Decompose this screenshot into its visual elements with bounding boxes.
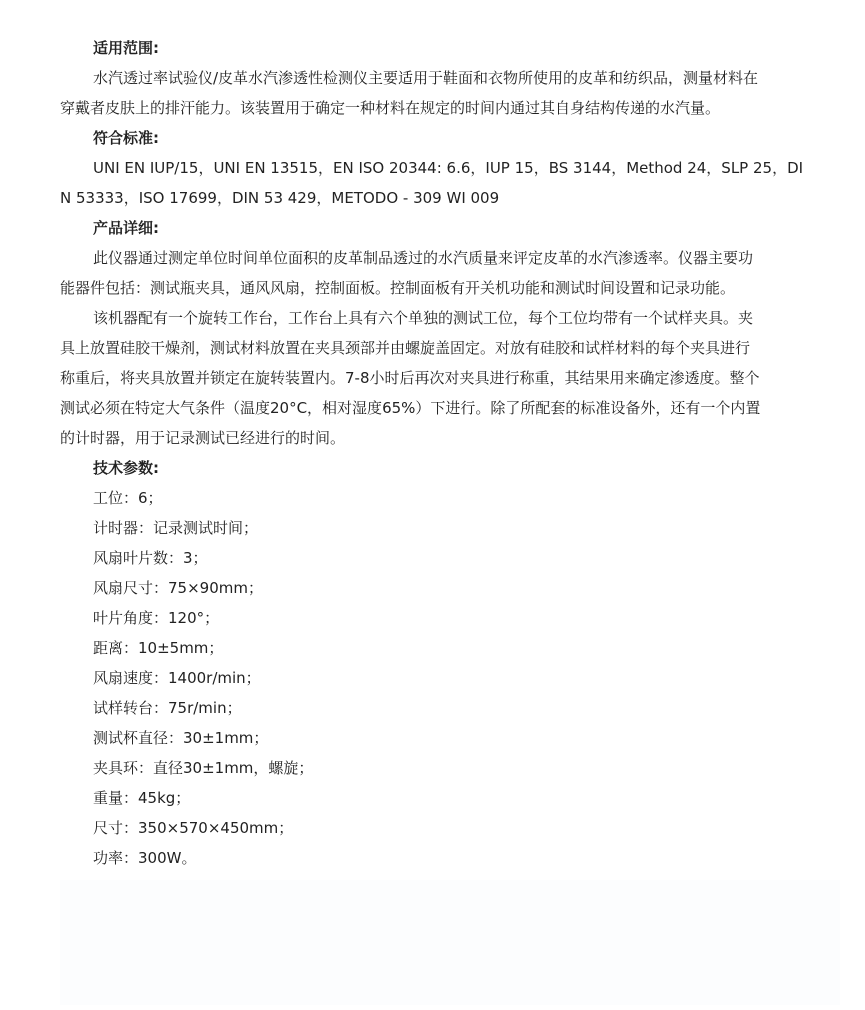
spec-item-fan-blades: 风扇叶片数：3； bbox=[93, 549, 208, 567]
spec-item-timer: 计时器：记录测试时间； bbox=[93, 519, 259, 537]
spec-item-clamp-ring: 夹具环：直径30±1mm，螺旋； bbox=[93, 759, 314, 777]
details-para1-line-2: 能器件包括：测试瓶夹具，通风风扇，控制面板。控制面板有开关机功能和测试时间设置和记录功能。 bbox=[60, 279, 736, 297]
scope-line-2: 穿戴者皮肤上的排汗能力。该装置用于确定一种材料在规定的时间内通过其自身结构传递的水汽量。 bbox=[60, 99, 721, 117]
spec-item-power: 功率：300W。 bbox=[93, 849, 197, 867]
spec-item-blade-angle: 叶片角度：120°； bbox=[93, 609, 220, 627]
spec-item-distance: 距离：10±5mm； bbox=[93, 639, 224, 657]
document-body bbox=[60, 33, 840, 873]
details-heading: 产品详细: bbox=[93, 219, 159, 237]
details-para2-line-1: 该机器配有一个旋转工作台，工作台上具有六个单独的测试工位，每个工位均带有一个试样夹具。夹 bbox=[93, 309, 754, 327]
standards-line-1: UNI EN IUP/15，UNI EN 13515，EN ISO 20344: 6.6，IUP 15，BS 3144，Method 24，SLP 25，DI bbox=[93, 159, 804, 177]
standards-line-2: N 53333，ISO 17699，DIN 53 429，METODO - 309 WI 009 bbox=[60, 189, 500, 207]
spec-item-turntable: 试样转台：75r/min； bbox=[93, 699, 242, 717]
scope-line-1: 水汽透过率试验仪/皮革水汽渗透性检测仪主要适用于鞋面和衣物所使用的皮革和纺织品，测量材料在 bbox=[93, 69, 759, 87]
scope-heading: 适用范围: bbox=[93, 39, 159, 57]
spec-item-dimensions: 尺寸：350×570×450mm； bbox=[93, 819, 294, 837]
spec-item-cup-diameter: 测试杯直径：30±1mm； bbox=[93, 729, 269, 747]
specs-heading: 技术参数: bbox=[93, 459, 159, 477]
spec-item-stations: 工位：6； bbox=[93, 489, 163, 507]
spec-item-weight: 重量：45kg； bbox=[93, 789, 191, 807]
standards-heading: 符合标准: bbox=[93, 129, 159, 147]
spec-item-fan-size: 风扇尺寸：75×90mm； bbox=[93, 579, 263, 597]
details-para2-line-5: 的计时器，用于记录测试已经进行的时间。 bbox=[60, 429, 346, 447]
details-para2-line-4: 测试必须在特定大气条件（温度20°C，相对湿度65%）下进行。除了所配套的标准设备外，还有一个内置 bbox=[60, 399, 761, 417]
blank-area bbox=[60, 880, 840, 1005]
details-para2-line-3: 称重后，将夹具放置并锁定在旋转装置内。7-8小时后再次对夹具进行称重，其结果用来确定渗透度。整个 bbox=[60, 369, 760, 387]
details-para2-line-2: 具上放置硅胶干燥剂，测试材料放置在夹具颈部并由螺旋盖固定。对放有硅胶和试样材料的每个夹具进行 bbox=[60, 339, 751, 357]
details-para1-line-1: 此仪器通过测定单位时间单位面积的皮革制品透过的水汽质量来评定皮革的水汽渗透率。仪器主要功 bbox=[93, 249, 754, 267]
spec-item-fan-speed: 风扇速度：1400r/min； bbox=[93, 669, 261, 687]
